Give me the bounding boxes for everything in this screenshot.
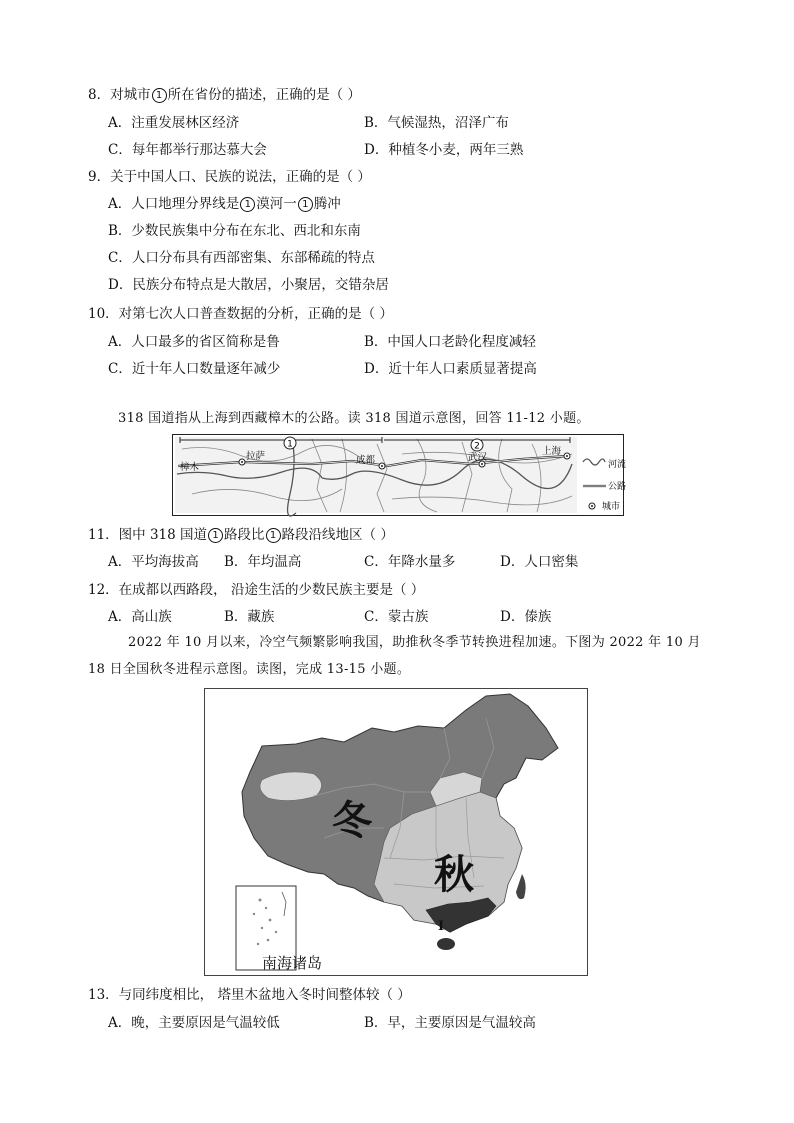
- city-chengdu: 成都: [356, 455, 376, 466]
- q10-option-a[interactable]: A．人口最多的省区简称是鲁: [108, 334, 280, 350]
- circled-number: 1: [152, 88, 167, 103]
- intro-13-line2: 18 日全国秋冬进程示意图。读图，完成 13-15 小题。: [88, 662, 411, 677]
- question-12-stem: 12．在成都以西路段， 沿途生活的少数民族主要是（ ）: [88, 582, 425, 598]
- q11-option-b[interactable]: B．年均温高: [224, 554, 302, 570]
- q13-option-a[interactable]: A．晚，主要原因是气温较低: [108, 1015, 280, 1031]
- intro-13-line1: 2022 年 10 月以来，冷空气频繁影响我国，助推秋冬季节转换进程加速。下图为 2022 年 10 月: [128, 635, 701, 650]
- q11-option-d[interactable]: D．人口密集: [500, 554, 579, 570]
- q11-option-a[interactable]: A．平均海拔高: [108, 554, 199, 570]
- q11-stem-post: 路段沿线地区（ ）: [281, 527, 394, 543]
- q8-option-a[interactable]: A．注重发展林区经济: [108, 115, 240, 131]
- q9-optA-mid1: 漠河一: [256, 196, 297, 212]
- q9-option-d[interactable]: D．民族分布特点是大散居，小聚居，交错杂居: [108, 277, 389, 293]
- q9-option-a[interactable]: [108, 195, 341, 213]
- q9-optA-mid2: 腾冲: [313, 196, 341, 212]
- circled-number: 1: [266, 528, 281, 543]
- circled-number: 1: [208, 528, 223, 543]
- q9-option-c[interactable]: C．人口分布具有西部密集、东部稀疏的特点: [108, 250, 375, 266]
- question-10-stem: 10．对第七次人口普查数据的分析，正确的是（ ）: [88, 306, 393, 322]
- road-318-map: [172, 434, 627, 516]
- q11-option-c[interactable]: C．年降水量多: [364, 554, 456, 570]
- intro-318: 318 国道指从上海到西藏樟木的公路。读 318 国道示意图，回答 11-12 小题。: [118, 411, 590, 426]
- q12-option-c[interactable]: C．蒙古族: [364, 609, 429, 625]
- question-9-stem: 9．关于中国人口、民族的说法，正确的是（ ）: [88, 169, 371, 185]
- q8-option-c[interactable]: C．每年都举行那达慕大会: [108, 142, 267, 158]
- question-11-stem: [88, 526, 394, 544]
- winter-label: 冬: [332, 797, 372, 844]
- q8-stem-post: 所在省份的描述，正确的是（ ）: [167, 87, 361, 103]
- segment-2-label: 2: [474, 441, 480, 452]
- q9-optA-pre: A．人口地理分界线是: [108, 196, 240, 212]
- marker-label: I: [438, 919, 445, 934]
- circled-number: 1: [240, 197, 255, 212]
- q12-option-d[interactable]: D．傣族: [500, 609, 552, 625]
- legend-city: 城市: [602, 502, 621, 512]
- q8-option-d[interactable]: D．种植冬小麦，两年三熟: [364, 142, 524, 158]
- q11-stem-mid: 路段比: [224, 527, 265, 543]
- q13-option-b[interactable]: B．早，主要原因是气温较高: [364, 1015, 536, 1031]
- question-8-stem: [88, 86, 361, 104]
- q10-option-b[interactable]: B．中国人口老龄化程度减轻: [364, 334, 536, 350]
- q9-option-b[interactable]: B．少数民族集中分布在东北、西北和东南: [108, 223, 361, 239]
- q12-option-a[interactable]: A．高山族: [108, 609, 172, 625]
- legend-road: 公路: [608, 482, 627, 492]
- segment-1-label: 1: [287, 439, 293, 450]
- q10-option-d[interactable]: D．近十年人口素质显著提高: [364, 361, 537, 377]
- city-wuhan: 武汉: [468, 452, 488, 463]
- q11-stem-pre: 11．图中 318 国道: [88, 527, 208, 543]
- q12-option-b[interactable]: B．藏族: [224, 609, 275, 625]
- autumn-label: 秋: [434, 851, 474, 898]
- q8-option-b[interactable]: B．气候湿热，沼泽广布: [364, 115, 509, 131]
- china-season-map: [204, 688, 588, 976]
- q8-stem-pre: 8．对城市: [88, 87, 151, 103]
- city-lhasa: 拉萨: [246, 451, 266, 462]
- city-shanghai: 上海: [542, 446, 562, 457]
- city-zhangmu: 樟木: [180, 462, 200, 473]
- south-china-sea-label: 南海诸岛: [262, 954, 323, 972]
- question-13-stem: 13．与同纬度相比， 塔里木盆地入冬时间整体较（ ）: [88, 987, 411, 1003]
- circled-number: 1: [298, 197, 313, 212]
- legend-river: 河流: [608, 460, 627, 470]
- q10-option-c[interactable]: C．近十年人口数量逐年减少: [108, 361, 281, 377]
